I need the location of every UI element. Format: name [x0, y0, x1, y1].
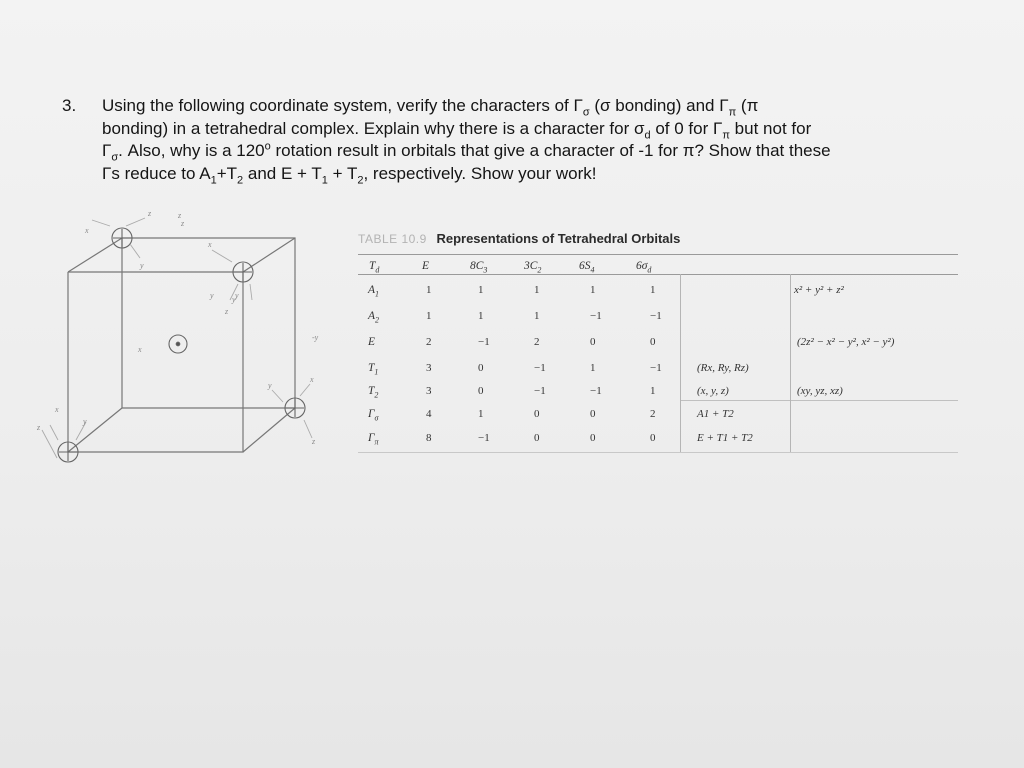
character-cell: 0	[650, 432, 656, 444]
table-title: Representations of Tetrahedral Orbitals	[436, 231, 681, 246]
character-cell: 1	[478, 408, 484, 420]
character-cell: −1	[650, 362, 662, 374]
table-rule-mid	[680, 400, 958, 401]
quadratic-cell: (xy, yz, xz)	[797, 385, 843, 397]
row-label: $\Gamma_\sigma$	[368, 408, 379, 423]
header-6sigma-d: $6\sigma_d$	[636, 260, 652, 275]
character-cell: 1	[590, 362, 596, 374]
character-cell: −1	[478, 336, 490, 348]
character-cell: −1	[534, 385, 546, 397]
row-label: $A_1$	[368, 284, 380, 299]
character-cell: 1	[426, 284, 432, 296]
character-cell: −1	[478, 432, 490, 444]
row-label: $T_1$	[368, 362, 379, 377]
character-cell: 0	[590, 432, 596, 444]
axis-label: x	[138, 345, 142, 354]
header-8c3: $8C_3$	[470, 260, 488, 275]
axis-label: y	[210, 291, 214, 300]
character-cell: 0	[650, 336, 656, 348]
basis-cell: (x, y, z)	[697, 385, 729, 397]
character-cell: 2	[534, 336, 540, 348]
axis-label: x	[310, 375, 314, 384]
table-divider-2	[790, 274, 791, 452]
header-6s4: $6S_4$	[579, 260, 595, 275]
table-label: TABLE 10.9	[358, 232, 427, 246]
character-cell: 0	[534, 408, 540, 420]
row-label: $\Gamma_\pi$	[368, 432, 379, 447]
character-cell: −1	[534, 362, 546, 374]
character-cell: 0	[590, 336, 596, 348]
basis-cell: E + T1 + T2	[697, 432, 753, 444]
row-label: E	[368, 336, 376, 348]
question-line-4: Γs reduce to $A_1+T_2$ and $E + T_1 + T_2$, respectively. Show your work!	[102, 163, 597, 186]
axis-label: y	[235, 291, 239, 300]
table-divider-1	[680, 274, 681, 452]
table-rule-header	[358, 274, 958, 275]
table-rule-bottom	[358, 452, 958, 453]
row-label: $T_2$	[368, 385, 379, 400]
basis-cell: A1 + T2	[697, 408, 734, 420]
character-cell: 4	[426, 408, 432, 420]
question-line-1: Using the following coordinate system, verify the characters of $\Gamma_\sigma$ (σ bonding) and $\Gamma_\pi$ (π	[102, 96, 759, 119]
table-rule-top	[358, 254, 958, 255]
axis-label: y	[232, 295, 236, 304]
character-cell: −1	[650, 310, 662, 322]
cube-front-face	[68, 272, 243, 452]
character-cell: 1	[534, 310, 540, 322]
character-cell: 1	[426, 310, 432, 322]
axis-label: z	[178, 211, 182, 220]
quadratic-cell: (2z² − x² − y², x² − y²)	[797, 336, 895, 348]
character-cell: 1	[650, 284, 656, 296]
quadratic-cell: x² + y² + z²	[794, 284, 844, 296]
axis-label: x	[208, 240, 212, 249]
axis-label: z	[312, 437, 316, 446]
axis-label: z	[225, 307, 229, 316]
character-cell: 1	[478, 284, 484, 296]
row-label: $A_2$	[368, 310, 380, 325]
character-cell: 2	[426, 336, 432, 348]
character-cell: 3	[426, 385, 432, 397]
question-number: 3.	[62, 96, 77, 115]
character-cell: 1	[590, 284, 596, 296]
axis-label: x	[85, 226, 89, 235]
character-cell: 0	[478, 385, 484, 397]
character-cell: 0	[534, 432, 540, 444]
character-cell: 0	[590, 408, 596, 420]
axis-label: z	[148, 209, 152, 218]
cube-edge	[243, 238, 295, 272]
basis-cell: (Rx, Ry, Rz)	[697, 362, 749, 374]
character-cell: 3	[426, 362, 432, 374]
axis-label: -y	[312, 333, 319, 342]
header-e: E	[422, 260, 430, 272]
question-line-2: bonding) in a tetrahedral complex. Explain why there is a character for $\sigma_d$ of 0 for $\Gamma_\pi$ but not for	[102, 118, 812, 141]
character-cell: 1	[534, 284, 540, 296]
axis-label: y	[140, 261, 144, 270]
header-td: $T_d$	[369, 260, 380, 275]
character-cell: 1	[478, 310, 484, 322]
axis-label: z	[181, 219, 185, 228]
character-cell: 1	[650, 385, 656, 397]
axis-label: y	[83, 417, 87, 426]
table-caption	[358, 231, 680, 246]
axis-label: y	[268, 381, 272, 390]
header-3c2: $3C_2$	[524, 260, 542, 275]
character-cell: −1	[590, 385, 602, 397]
question-line-3: $\Gamma_\sigma$. Also, why is a 120$^o$ rotation result in orbitals that give a character of -1 for π? Show that these	[102, 140, 831, 164]
character-cell: 2	[650, 408, 656, 420]
character-cell: 0	[478, 362, 484, 374]
character-cell: −1	[590, 310, 602, 322]
axis-label: z	[37, 423, 41, 432]
axis-label: x	[55, 405, 59, 414]
character-cell: 8	[426, 432, 432, 444]
